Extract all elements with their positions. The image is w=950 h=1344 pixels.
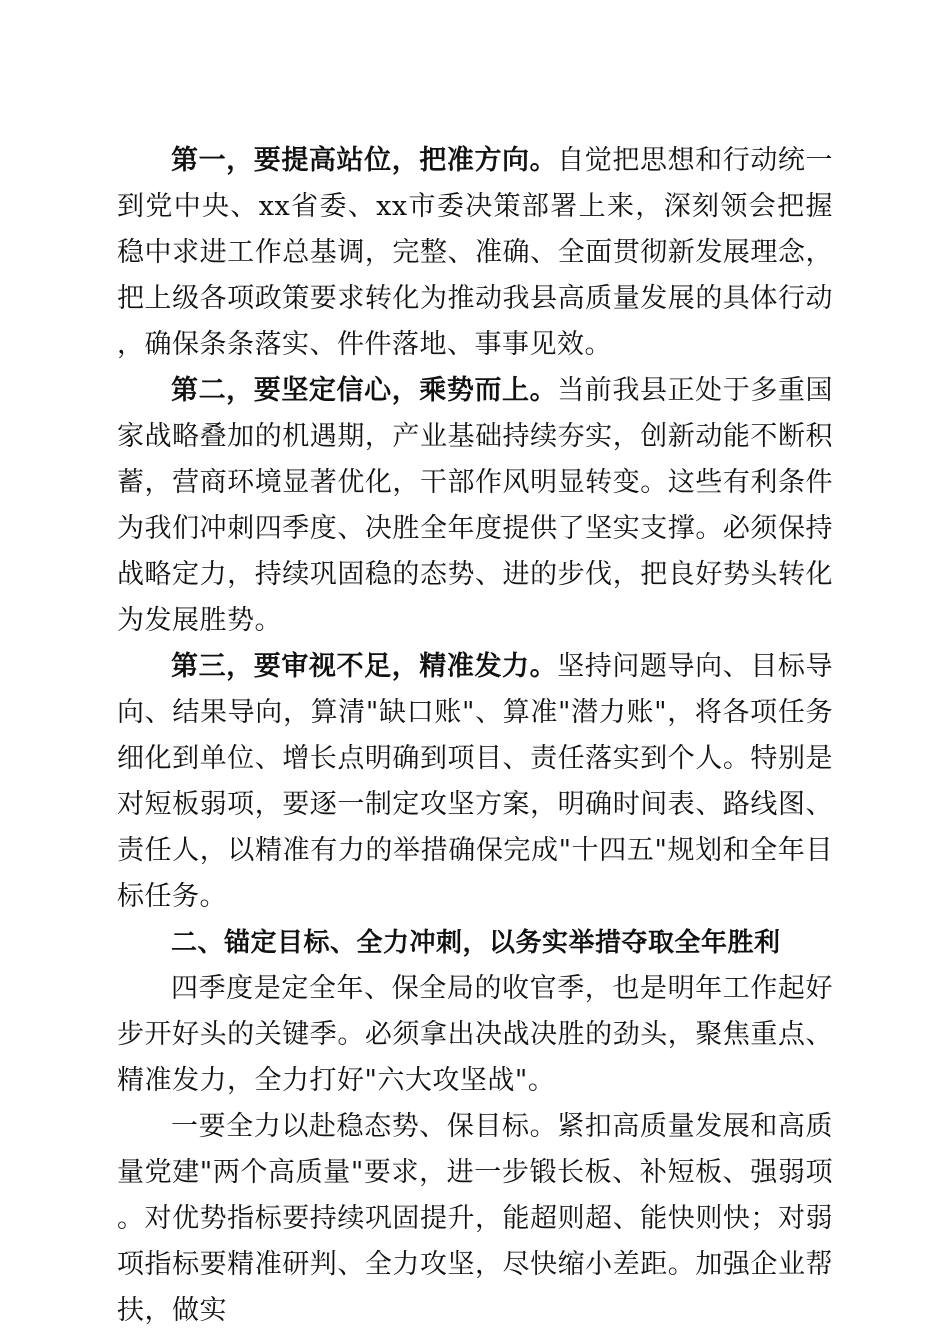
paragraph-text: 当前我县正处于多重国家战略叠加的机遇期，产业基础持续夯实，创新动能不断积蓄，营商环境显著优化，干部作风明显转变。这些有利条件为我们冲刺四季度、决胜全年度提供了坚实支撑。必须保持战略定力，持续巩固稳的态势、进的步伐，把良好势头转化为发展胜势。 (117, 375, 834, 636)
paragraph-first-point (117, 138, 833, 368)
paragraph-fourth-quarter (117, 966, 833, 1104)
paragraph-lead: 第一，要提高站位，把准方向。 (171, 145, 558, 176)
paragraph-text: 自觉把思想和行动统一到党中央、xx省委、xx市委决策部署上来，深刻领会把握稳中求进工作总基调，完整、准确、全面贯彻新发展理念，把上级各项政策要求转化为推动我县高质量发展的具体行动，确保条条落实、件件落地、事事见效。 (117, 145, 834, 360)
document-body (117, 138, 833, 1334)
paragraph-lead: 第二，要坚定信心，乘势而上。 (171, 375, 558, 406)
paragraph-text: 一要全力以赴稳态势、保目标。紧扣高质量发展和高质量党建"两个高质量"要求，进一步锻长板、补短板、强弱项。对优势指标要持续巩固提升，能超则超、能快则快；对弱项指标要精准研判、全力攻坚，尽快缩小差距。加强企业帮扶，做实 (117, 1111, 833, 1326)
section-heading: 二、锚定目标、全力冲刺，以务实举措夺取全年胜利 (171, 928, 781, 958)
paragraph-second-point (117, 368, 833, 644)
paragraph-lead: 第三，要审视不足，精准发力。 (171, 651, 558, 682)
paragraph-third-point (117, 644, 833, 920)
paragraph-text: 四季度是定全年、保全局的收官季，也是明年工作起好步开好头的关键季。必须拿出决战决胜的劲头，聚焦重点、精准发力，全力打好"六大攻坚战"。 (117, 973, 833, 1096)
paragraph-stabilize-targets (117, 1104, 833, 1334)
paragraph-text: 坚持问题导向、目标导向、结果导向，算清"缺口账"、算准"潜力账"，将各项任务细化到单位、增长点明确到项目、责任落实到个人。特别是对短板弱项，要逐一制定攻坚方案，明确时间表、路线图、责任人，以精准有力的举措确保完成"十四五"规划和全年目标任务。 (117, 651, 834, 912)
